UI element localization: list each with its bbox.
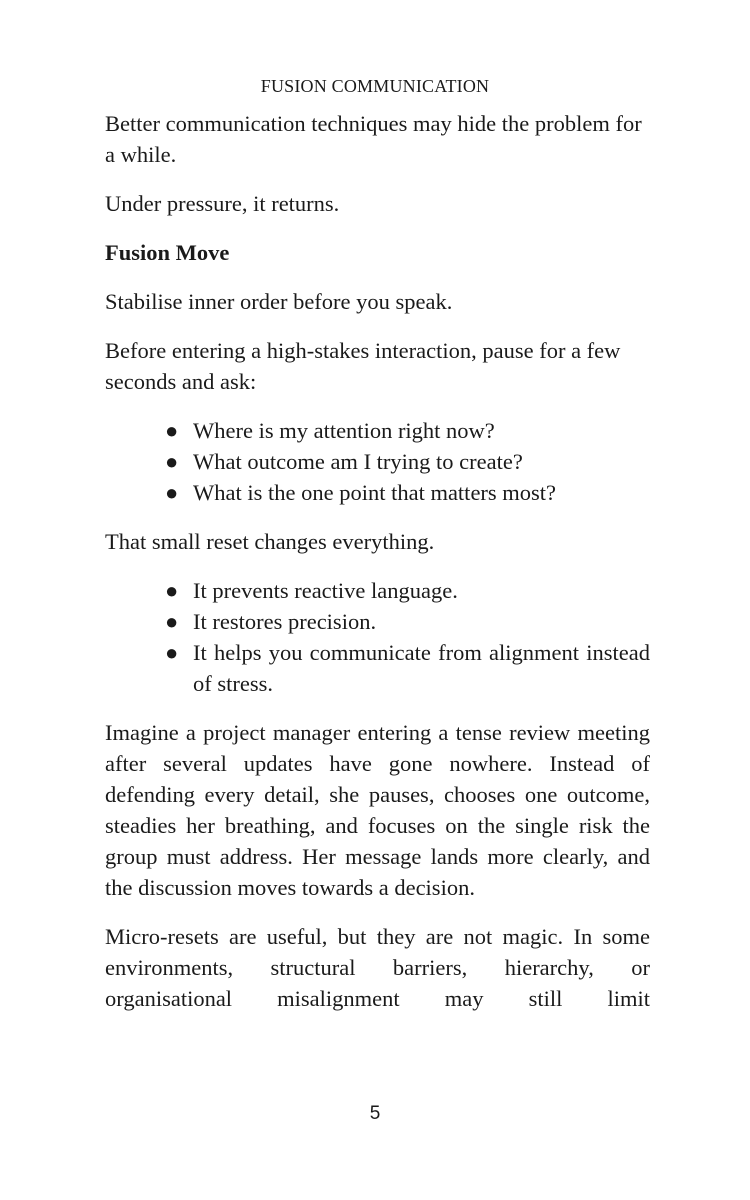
list-item-text: It helps you communicate from alignment instead of stress. [193,640,650,696]
question-list [105,415,650,508]
paragraph-1: Better communication techniques may hide the problem for a while. [105,111,642,167]
list-item-text: It restores precision. [193,609,377,634]
paragraph-2: Under pressure, it returns. [105,191,340,216]
bullet-icon: ● [165,578,179,603]
page-body [105,108,650,1032]
bullet-icon: ● [165,640,179,665]
effects-list [105,575,650,699]
paragraph-7: Micro-resets are useful, but they are not magic. In some environments, structural barriers, hierarchy, or organisational misalignment may still limit [105,924,650,1011]
paragraph-3: Stabilise inner order before you speak. [105,289,453,314]
section-heading: Fusion Move [105,240,230,265]
list-item-text: It prevents reactive language. [193,578,458,603]
bullet-icon: ● [165,449,179,474]
list-item [165,415,650,446]
bullet-icon: ● [165,609,179,634]
list-item [165,637,650,699]
list-item-text: What is the one point that matters most? [193,480,557,505]
list-item [165,575,650,606]
list-item-text: Where is my attention right now? [193,418,495,443]
paragraph-5: That small reset changes everything. [105,529,435,554]
list-item-text: What outcome am I trying to create? [193,449,523,474]
list-item [165,477,650,508]
list-item [165,446,650,477]
paragraph-6: Imagine a project manager entering a tense review meeting after several updates have gone nowhere. Instead of defending every detail, she pauses, chooses one outcome, steadies her breathing, and focuses on the single risk the group must address. Her message lands more clearly, and the discussion moves towards a decision. [105,720,650,900]
bullet-icon: ● [165,418,179,443]
paragraph-4: Before entering a high-stakes interaction, pause for a few seconds and ask: [105,338,621,394]
running-header: FUSION COMMUNICATION [260,76,490,96]
list-item [165,606,650,637]
page-number: 5 [369,1103,381,1124]
bullet-icon: ● [165,480,179,505]
